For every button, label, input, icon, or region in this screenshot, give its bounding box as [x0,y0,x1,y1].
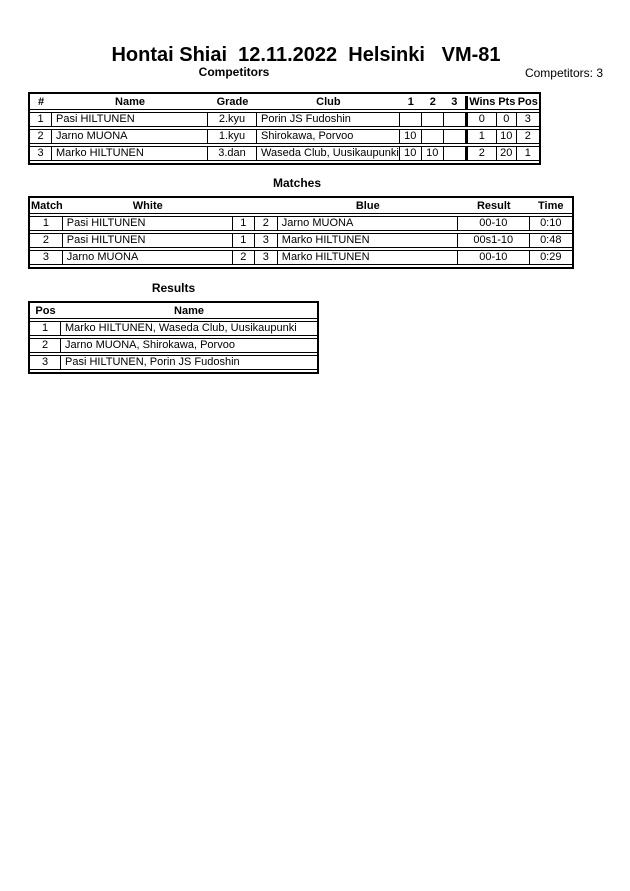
column-header-blue: Blue [278,200,458,214]
match-result: 00s1-10 [458,233,530,248]
blue-competitor-name: Marko HILTUNEN [278,250,458,265]
competitor-club: Porin JS Fudoshin [257,112,400,127]
competitor-grade: 3.dan [208,146,257,161]
column-header-name: Name [52,96,208,110]
result-row [30,355,317,370]
page-title: Hontai Shiai 12.11.2022 Helsinki VM-81 [111,44,501,66]
column-header-result: Result [458,200,530,214]
column-header-white: White [63,200,233,214]
matches-header-row [30,200,572,214]
column-header-grade: Grade [208,96,257,110]
round2-score [422,129,444,144]
result-competitor: Marko HILTUNEN, Waseda Club, Uusikaupunki [61,321,317,336]
competitor-wins: 0 [465,112,497,127]
competitor-number: 2 [30,129,52,144]
competitors-header-row [30,96,539,110]
competitor-pts: 0 [497,112,517,127]
competitor-club: Shirokawa, Porvoo [257,129,400,144]
column-header-wins: Wins [465,96,497,110]
competitor-row [30,129,539,144]
round2-score [422,112,444,127]
result-competitor: Pasi HILTUNEN, Porin JS Fudoshin [61,355,317,370]
results-table [28,301,319,374]
results-table-grid [30,303,317,372]
competitor-pts: 20 [497,146,517,161]
column-header-pos: Pos [30,305,61,319]
round1-score: 10 [400,146,422,161]
column-header-time: Time [530,200,572,214]
result-position: 2 [30,338,61,353]
blue-competitor-id: 2 [255,216,278,231]
matches-section-title: Matches [272,176,322,190]
match-number: 2 [30,233,63,248]
blue-competitor-name: Jarno MUONA [278,216,458,231]
blue-competitor-id: 3 [255,250,278,265]
competitor-grade: 2.kyu [208,112,257,127]
column-header-match: Match [31,200,63,212]
result-competitor: Jarno MUONA, Shirokawa, Porvoo [61,338,317,353]
competitor-row [30,146,539,161]
white-competitor-id: 2 [233,250,255,265]
white-competitor-id: 1 [233,216,255,231]
competitor-name: Marko HILTUNEN [52,146,208,161]
competitors-table [28,92,541,165]
round3-score [444,129,465,144]
column-header-round3: 3 [444,96,465,110]
competitor-row [30,112,539,127]
matches-table-grid [30,198,572,267]
competitors-section-title: Competitors [198,65,270,79]
result-position: 1 [30,321,61,336]
competitors-table-grid [30,94,539,163]
match-number: 1 [30,216,63,231]
blue-competitor-id: 3 [255,233,278,248]
match-result: 00-10 [458,250,530,265]
column-header-name: Name [61,305,317,319]
column-header-white-id [233,200,255,214]
results-section-title: Results [151,281,196,295]
column-header-club: Club [257,96,400,110]
white-competitor-name: Jarno MUONA [63,250,233,265]
match-time: 0:29 [530,250,572,265]
competitor-grade: 1.kyu [208,129,257,144]
white-competitor-id: 1 [233,233,255,248]
competitor-wins: 2 [465,146,497,161]
column-header-blue-id [255,200,278,214]
round1-score: 10 [400,129,422,144]
competitor-wins: 1 [465,129,497,144]
competitor-pts: 10 [497,129,517,144]
round2-score: 10 [422,146,444,161]
competitor-number: 3 [30,146,52,161]
competitor-name: Pasi HILTUNEN [52,112,208,127]
blue-competitor-name: Marko HILTUNEN [278,233,458,248]
match-row [30,216,572,231]
result-row [30,338,317,353]
competitor-number: 1 [30,112,52,127]
competitors-count: Competitors: 3 [524,66,603,80]
column-header-pts: Pts [498,96,516,108]
white-competitor-name: Pasi HILTUNEN [63,216,233,231]
competitor-pos: 1 [517,146,539,161]
match-time: 0:48 [530,233,572,248]
result-position: 3 [30,355,61,370]
round3-score [444,112,465,127]
competitor-pos: 2 [517,129,539,144]
round3-score [444,146,465,161]
round1-score [400,112,422,127]
competitor-pos: 3 [517,112,539,127]
match-row [30,250,572,265]
result-row [30,321,317,336]
competitor-name: Jarno MUONA [52,129,208,144]
matches-table [28,196,574,269]
match-number: 3 [30,250,63,265]
match-result: 00-10 [458,216,530,231]
results-header-row [30,305,317,319]
competitor-club: Waseda Club, Uusikaupunki [257,146,400,161]
column-header-pos: Pos [517,96,538,108]
white-competitor-name: Pasi HILTUNEN [63,233,233,248]
column-header-round1: 1 [400,96,422,110]
column-header-round2: 2 [422,96,444,110]
column-header-number: # [30,96,52,110]
match-time: 0:10 [530,216,572,231]
match-row [30,233,572,248]
